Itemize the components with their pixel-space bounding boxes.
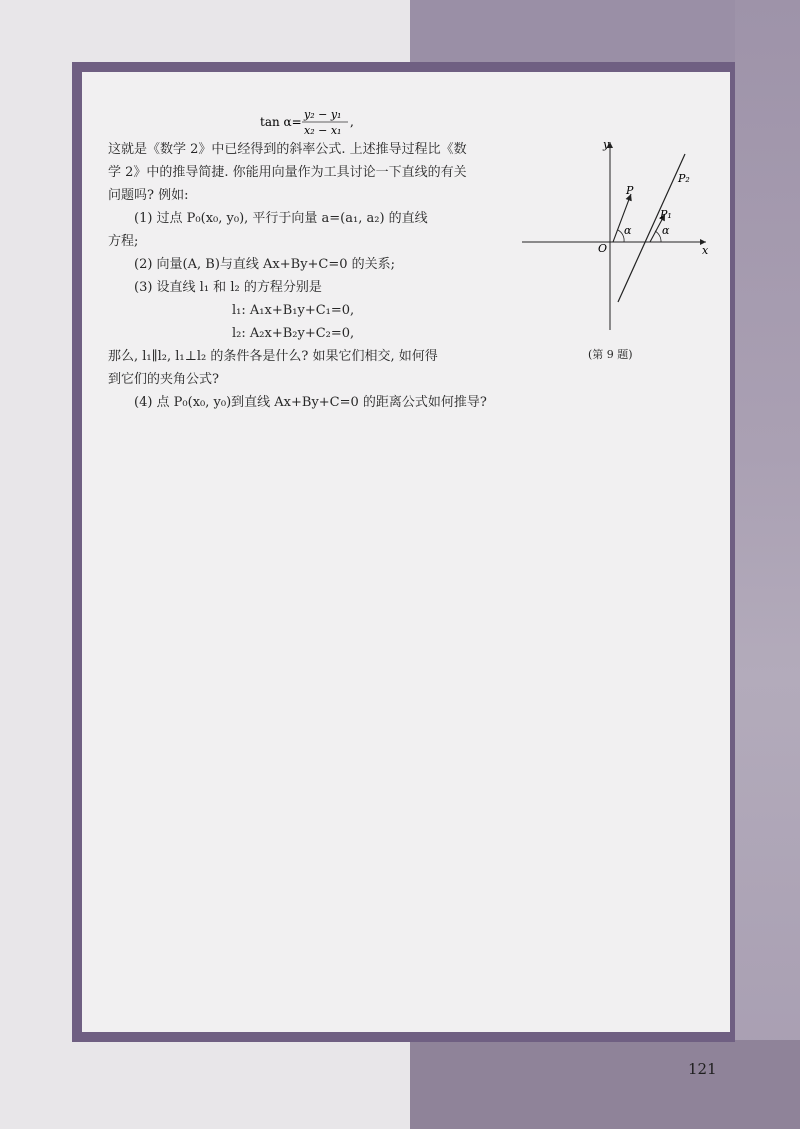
page-number: 121 <box>688 1060 717 1078</box>
item-1-line-1: (1) 过点 P₀(x₀, y₀), 平行于向量 a=(a₁, a₂) 的直线 <box>134 211 428 226</box>
item-2: (2) 向量(A, B)与直线 Ax+By+C=0 的关系; <box>134 257 396 272</box>
alpha-label-1: α <box>624 224 632 237</box>
origin-label: O <box>598 242 608 255</box>
point-p-label: P <box>626 184 634 197</box>
angle-arc-2 <box>655 231 661 242</box>
background-band-bottom <box>410 1040 800 1129</box>
figure-9 <box>520 138 720 368</box>
equation-l1: l₁: A₁x+B₁y+C₁=0, <box>232 303 355 318</box>
formula-numerator: y₂ − y₁ <box>304 108 342 121</box>
intro-paragraph <box>108 138 528 207</box>
item-1-line-2: 方程; <box>108 234 139 249</box>
x-axis-label: x <box>702 244 709 257</box>
formula-tan-label: tan α= <box>260 115 302 129</box>
equation-l2: l₂: A₂x+B₂y+C₂=0, <box>232 326 355 341</box>
formula-comma: , <box>350 115 354 129</box>
figure-caption: (第 9 题) <box>588 348 633 361</box>
paragraph-line: 学 2》中的推导简捷. 你能用向量作为工具讨论一下直线的有关 <box>108 165 467 180</box>
background-band-right <box>735 0 800 1129</box>
point-p1-label: P₁ <box>660 208 672 221</box>
point-p2-label: P₂ <box>678 172 690 185</box>
item-3-question-line-1: 那么, l₁∥l₂, l₁⊥l₂ 的条件各是什么? 如果它们相交, 如何得 <box>108 349 438 364</box>
main-text <box>108 108 528 414</box>
item-3: (3) 设直线 l₁ 和 l₂ 的方程分别是 <box>134 280 322 295</box>
item-3-question-line-2: 到它们的夹角公式? <box>108 372 219 387</box>
formula-denominator: x₂ − x₁ <box>304 124 342 137</box>
y-axis-label: y <box>603 138 610 151</box>
paragraph-line: 这就是《数学 2》中已经得到的斜率公式. 上述推导过程比《数 <box>108 142 467 157</box>
paragraph-line: 问题吗? 例如: <box>108 188 189 203</box>
item-4: (4) 点 P₀(x₀, y₀)到直线 Ax+By+C=0 的距离公式如何推导? <box>134 395 487 410</box>
alpha-label-2: α <box>662 224 670 237</box>
